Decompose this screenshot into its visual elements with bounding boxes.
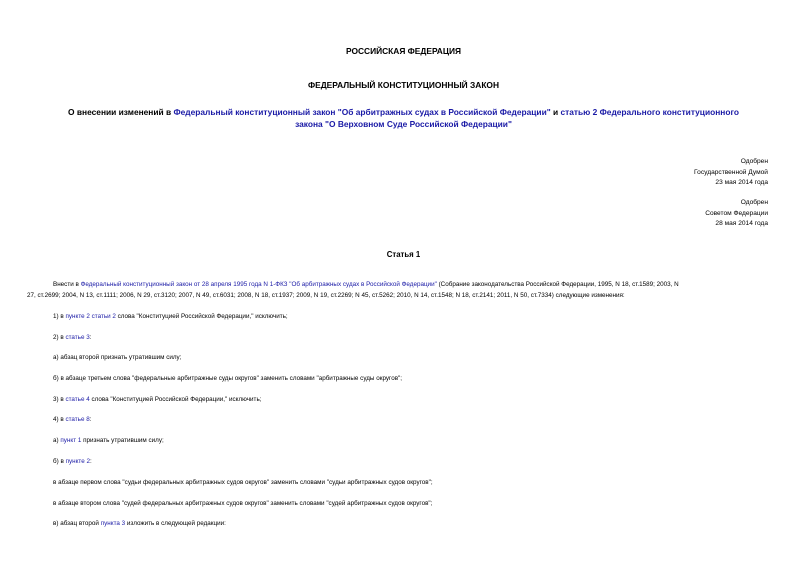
item-text: 3) в xyxy=(53,396,66,403)
item-4b xyxy=(39,456,769,467)
approval-label: Одобрен xyxy=(740,158,768,165)
item-4a xyxy=(39,435,769,446)
item-2b: б) в абзаце третьем слова "федеральные арбитражные суды округов" заменить словами "арбитражные суды округов"; xyxy=(53,375,403,382)
item-3 xyxy=(39,394,769,405)
item-text: 1) в xyxy=(53,313,66,320)
title-text: и xyxy=(550,107,561,117)
item-text: признать утратившим силу; xyxy=(81,437,164,444)
title-link-supreme-court-law[interactable]: закона "О Верховном Суде Российской Федерации" xyxy=(295,119,512,129)
link-article-3[interactable]: статье 3 xyxy=(65,334,90,341)
item-4b-para-2: в абзаце втором слова "судей федеральных арбитражных судов округов" заменить словами "судей арбитражных судов округов"; xyxy=(53,500,433,507)
link-article-4[interactable]: статье 4 xyxy=(65,396,90,403)
title-link-article-2[interactable]: статью 2 Федерального конституционного xyxy=(560,107,739,117)
item-2 xyxy=(39,332,769,343)
item-text: изложить в следующей редакции: xyxy=(125,520,226,527)
law-type-heading: ФЕДЕРАЛЬНЫЙ КОНСТИТУЦИОННЫЙ ЗАКОН xyxy=(307,80,499,90)
item-text: слова "Конституцией Российской Федерации," исключить; xyxy=(115,313,288,320)
item-4b-para-1: в абзаце первом слова "судьи федеральных арбитражных судов округов" заменить словами "судьи арбитражных судов округов"; xyxy=(53,479,433,486)
approval-federation-council xyxy=(705,198,768,230)
law-title xyxy=(40,106,767,130)
title-link-arbitration-law[interactable]: Федеральный конституционный закон "Об арбитражных судах в Российской Федерации" xyxy=(173,107,551,117)
article-intro xyxy=(39,279,769,290)
item-text: : xyxy=(90,458,92,465)
link-clause-2[interactable]: пункте 2 xyxy=(65,458,90,465)
item-text: б) в xyxy=(53,458,66,465)
approval-body: Советом Федерации xyxy=(705,209,768,217)
item-4c xyxy=(39,518,769,529)
intro-link-arbitration-law[interactable]: Федеральный конституционный закон от 28 апреля 1995 года N 1-ФКЗ "Об арбитражных судах в Российской Федерации" xyxy=(80,281,437,288)
approval-label: Одобрен xyxy=(740,199,768,206)
article-heading: Статья 1 xyxy=(386,250,421,259)
item-text: 4) в xyxy=(53,416,66,423)
item-text: : xyxy=(89,334,92,341)
link-clause-1[interactable]: пункт 1 xyxy=(60,437,82,444)
title-text: О внесении изменений в xyxy=(68,107,174,117)
link-article-8[interactable]: статье 8 xyxy=(65,416,90,423)
intro-text: Внести в xyxy=(53,281,81,288)
item-text: а) xyxy=(53,437,61,444)
item-4 xyxy=(39,414,769,425)
intro-text: (Собрание законодательства Российской Федерации, 1995, N 18, ст.1589; 2003, N xyxy=(436,281,679,288)
item-2a: а) абзац второй признать утратившим силу; xyxy=(53,354,182,361)
item-text: в) абзац второй xyxy=(53,520,101,527)
article-intro-continued: 27, ст.2699; 2004, N 13, ст.1111; 2006, N 29, ст.3120; 2007, N 49, ст.6031; 2008, N 18, ст.1937; 2009, N 19, ст.2269; N 45, ст.5262; 2010, N 14, ст.1548; N 18, ст.2141; 2011, N 50, ст.7334) следующие изменения: xyxy=(27,292,625,299)
approval-body: Государственной Думой xyxy=(694,168,768,176)
approval-date: 23 мая 2014 года xyxy=(715,179,768,186)
item-text: 2) в xyxy=(53,334,66,341)
item-text: слова "Конституцией Российской Федерации," исключить; xyxy=(89,396,262,403)
country-heading: РОССИЙСКАЯ ФЕДЕРАЦИЯ xyxy=(345,46,462,56)
item-text: : xyxy=(89,416,92,423)
approval-date: 28 мая 2014 года xyxy=(715,220,768,227)
link-clause-2-article-2[interactable]: пункте 2 статьи 2 xyxy=(65,313,116,320)
approval-duma xyxy=(694,157,768,189)
link-clause-3[interactable]: пункта 3 xyxy=(100,520,126,527)
item-1 xyxy=(39,311,769,322)
